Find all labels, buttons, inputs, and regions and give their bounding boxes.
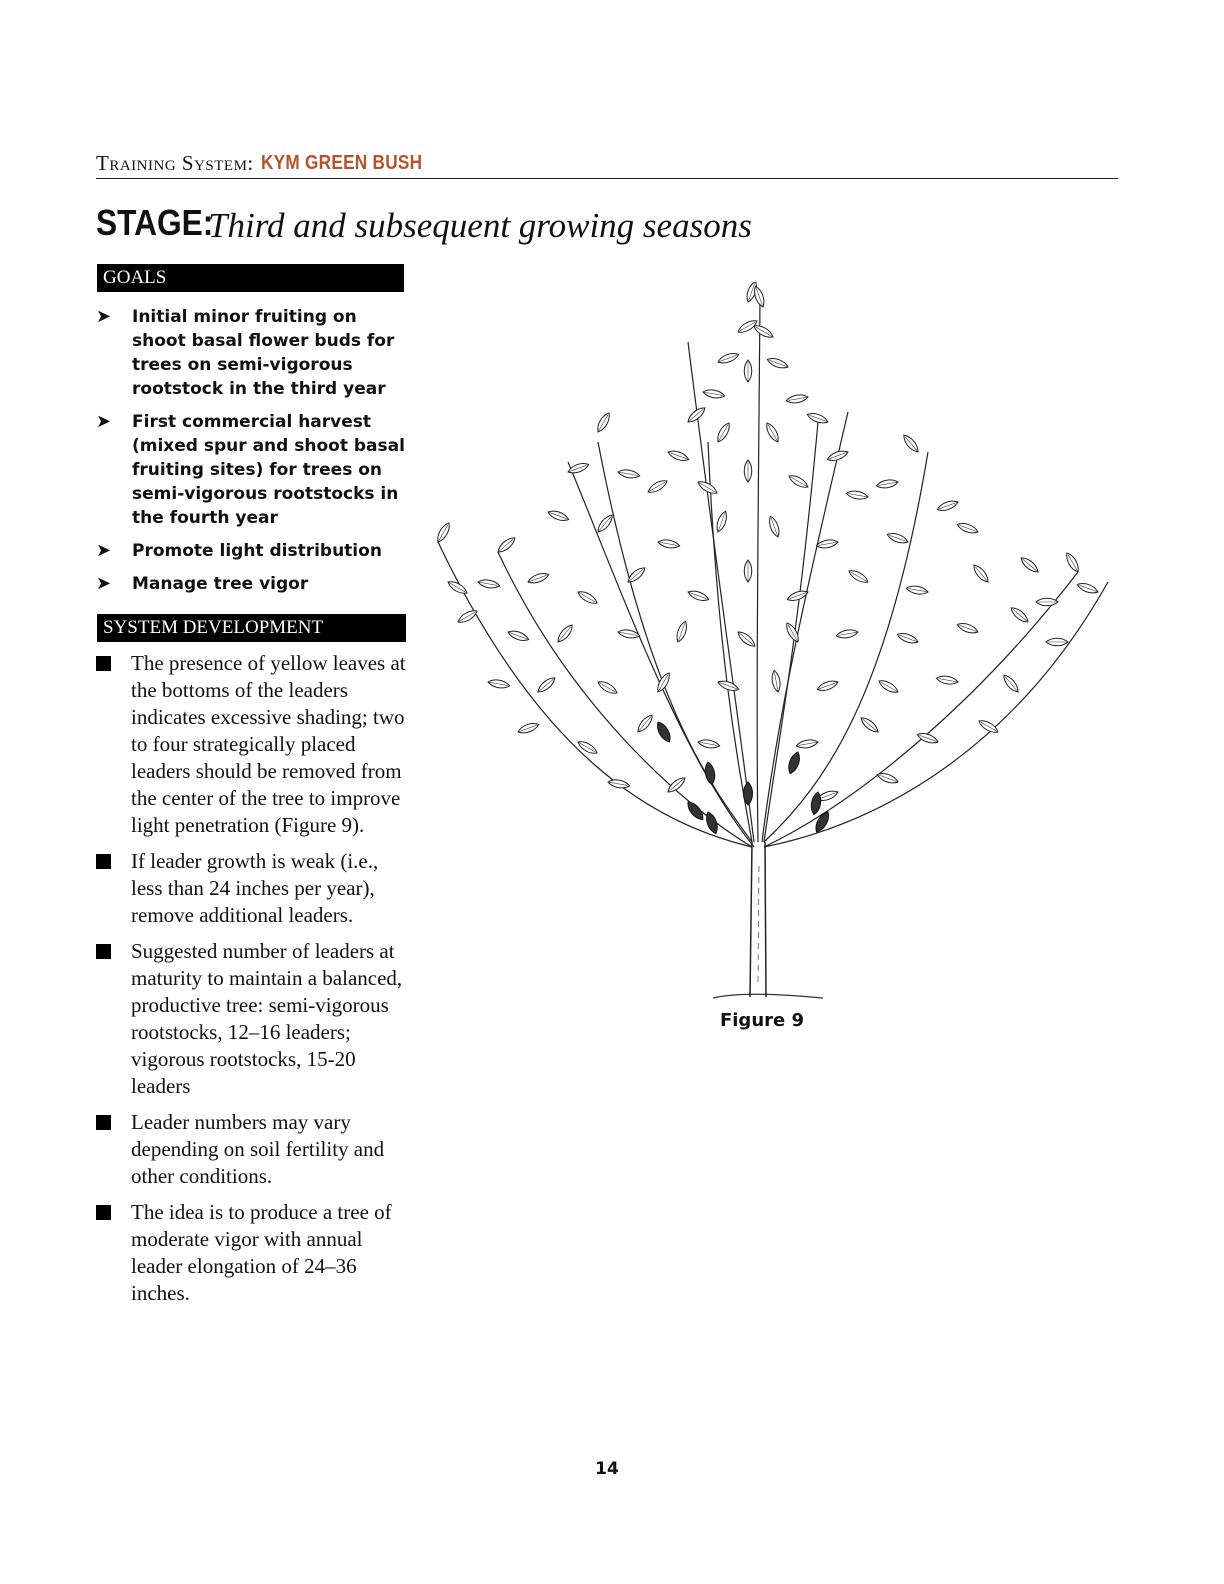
square-bullet-icon: [96, 854, 111, 869]
arrow-bullet-icon: ➤: [96, 306, 112, 327]
square-bullet-icon: [96, 944, 111, 959]
arrow-bullet-icon: ➤: [96, 411, 112, 432]
goal-item: ➤ Initial minor fruiting on shoot basal flower buds for trees on semi-vigorous rootstock in the third year: [96, 306, 395, 399]
square-bullet-icon: [96, 1205, 111, 1220]
development-item: Suggested number of leaders at maturity to maintain a balanced, productive tree: semi-vigorous rootstocks, 12–16 leaders; vigorous rootstocks, 15-20 leaders: [96, 938, 406, 1100]
system-development-heading: SYSTEM DEVELOPMENT: [97, 614, 406, 642]
arrow-bullet-icon: ➤: [96, 573, 112, 594]
goals-heading: GOALS: [97, 264, 404, 292]
goals-list: [96, 305, 406, 605]
stage-label: STAGE:: [96, 202, 214, 243]
goal-item: ➤ Promote light distribution: [96, 540, 382, 561]
development-item: Leader numbers may vary depending on soil fertility and other conditions.: [96, 1109, 406, 1190]
development-item: The presence of yellow leaves at the bottoms of the leaders indicates excessive shading; two to four strategically placed leaders should be removed from the center of the tree to improve light penetration (Figure 9).: [96, 650, 406, 839]
square-bullet-icon: [96, 656, 111, 671]
training-system-label: Training System:: [96, 151, 254, 175]
stage-heading: [96, 202, 896, 252]
development-item: The idea is to produce a tree of moderate vigor with annual leader elongation of 24–36 inches.: [96, 1199, 406, 1307]
tree-illustration: [418, 282, 1118, 1007]
stage-title: Third and subsequent growing seasons: [208, 206, 752, 245]
system-development-list: [96, 650, 406, 1316]
goal-item: ➤ First commercial harvest (mixed spur and shoot basal fruiting sites) for trees on semi-vigorous rootstocks in the fourth year: [96, 411, 405, 528]
goal-item: ➤ Manage tree vigor: [96, 573, 309, 594]
page-number: 14: [595, 1459, 619, 1479]
arrow-bullet-icon: ➤: [96, 540, 112, 561]
training-system-name: KYM GREEN BUSH: [261, 152, 423, 174]
development-item: If leader growth is weak (i.e., less than 24 inches per year), remove additional leaders.: [96, 848, 406, 929]
figure-caption: Figure 9: [719, 1010, 805, 1031]
page-header: [96, 150, 1118, 179]
square-bullet-icon: [96, 1115, 111, 1130]
